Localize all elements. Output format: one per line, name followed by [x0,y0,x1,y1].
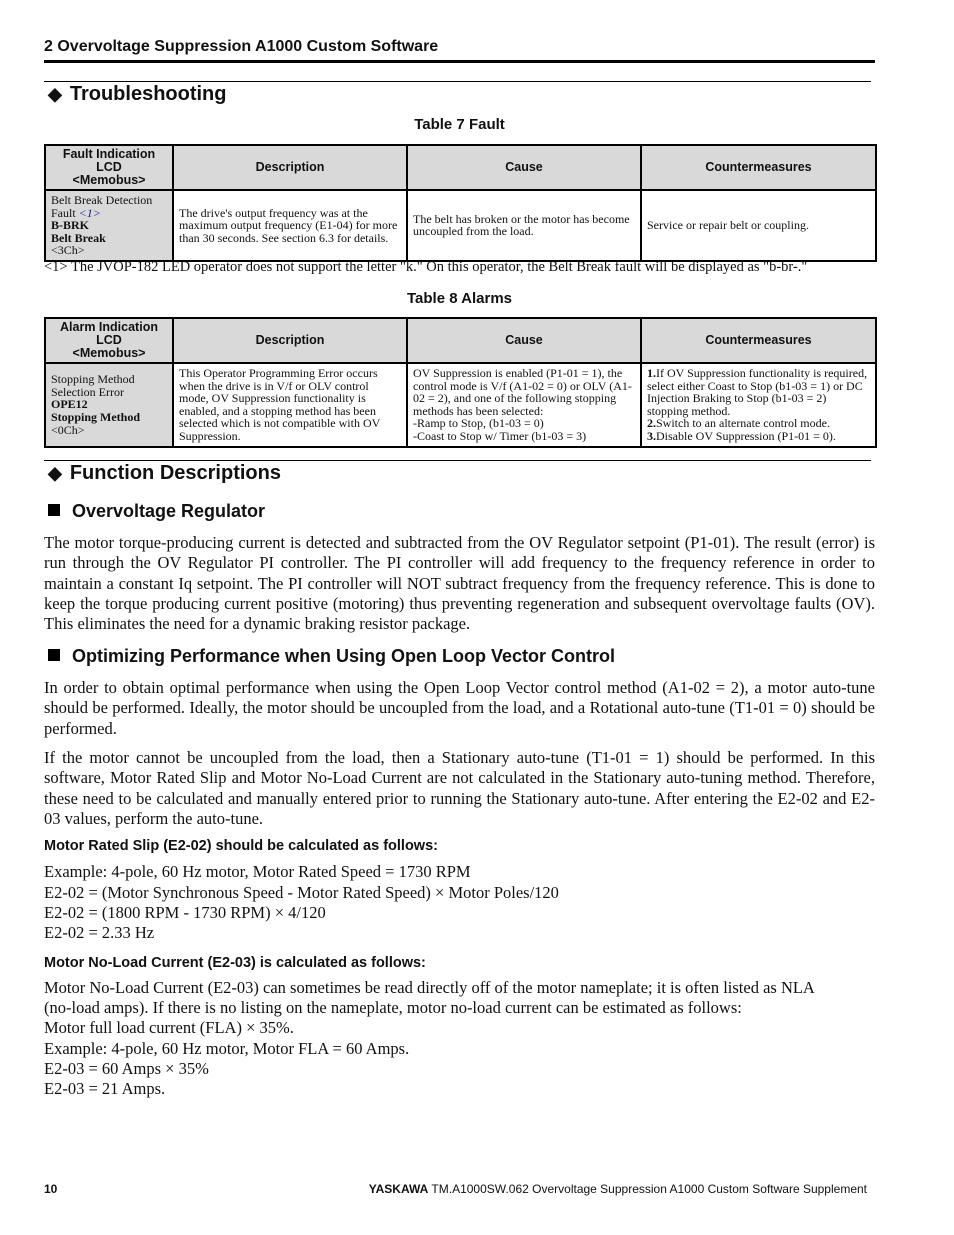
noload-line: Example: 4-pole, 60 Hz motor, Motor FLA = 60 Amps. [44,1039,410,1058]
header-rule [44,60,875,63]
noload-line: E2-03 = 60 Amps × 35% [44,1059,209,1078]
alarm-table [44,317,877,448]
fault-table-header-row [45,145,876,190]
noload-line: (no-load amps). If there is no listing on the nameplate, motor no-load current can be estimated as follows: [44,998,742,1017]
alarm-indication-cell: Stopping Method Selection Error OPE12 Stopping Method <0Ch> [45,363,173,447]
alarm-table-caption: Table 8 Alarms [406,290,513,307]
section-heading-troubleshooting: ◆ Troubleshooting [48,83,227,105]
section-rule [44,460,871,461]
countermeasures-header: Countermeasures [641,145,876,190]
diamond-bullet-icon: ◆ [48,84,62,104]
slip-line: E2-02 = 2.33 Hz [44,923,155,942]
fault-table [44,144,877,262]
fault-indication-header: Fault Indication LCD <Memobus> [45,145,173,190]
slip-line: E2-02 = (Motor Synchronous Speed - Motor Rated Speed) × Motor Poles/120 [44,883,559,902]
cause-header: Cause [407,145,641,190]
description-header: Description [173,145,407,190]
noload-line: Motor full load current (FLA) × 35%. [44,1018,294,1037]
alarm-table-header-row [45,318,876,363]
fault-cause-cell: The belt has broken or the motor has become uncoupled from the load. [407,190,641,261]
cause-header: Cause [407,318,641,363]
ov-regulator-paragraph: The motor torque-producing current is detected and subtracted from the OV Regulator setpoint (P1-01). The result (error) is run through the OV Regulator PI controller. The PI controller will add frequency to the frequency reference in order to maintain a constant Iq setpoint. The PI controller will NOT subtract frequency from the frequency reference. This is done to keep the torque producing current positive (motoring) thus preventing regeneration and subsequent overvoltage faults (OV). This eliminates the need for a dynamic braking resistor package. [44,533,875,634]
footnote-link[interactable]: <1> [78,205,101,220]
alarm-cause-cell: OV Suppression is enabled (P1-01 = 1), the control mode is V/f (A1-02 = 0) or OLV (A1-02 = 2), and one of the following stopping methods has been selected: -Ramp to Stop, (b1-03 = 0) -Coast to Stop w/ Timer (b1-03 = 3) [407,363,641,447]
section-heading-function-descriptions: ◆ Function Descriptions [48,462,281,484]
olv-paragraph-1: In order to obtain optimal performance when using the Open Loop Vector control method (A1-02 = 2), a motor auto-tune should be performed. Ideally, the motor should be uncoupled from the load, and a Rotational auto-tune (T1-01 = 0) should be performed. [44,678,875,738]
countermeasures-header: Countermeasures [641,318,876,363]
noload-heading: Motor No-Load Current (E2-03) is calculated as follows: [44,955,426,971]
noload-line: Motor No-Load Current (E2-03) can sometimes be read directly off of the motor nameplate; it is often listed as NLA [44,978,815,997]
description-header: Description [173,318,407,363]
table-row [45,363,876,447]
footer-title: YASKAWA TM.A1000SW.062 Overvoltage Suppression A1000 Custom Software Supplement [368,1182,867,1196]
page-number: 10 [44,1182,58,1196]
alarm-indication-header: Alarm Indication LCD <Memobus> [45,318,173,363]
brand-name: YASKAWA [368,1182,429,1196]
subheading-overvoltage-regulator: Overvoltage Regulator [48,501,265,522]
square-bullet-icon [48,504,60,516]
fault-indication-cell: Belt Break Detection Fault <1> B-BRK Belt Break <3Ch> [45,190,173,261]
square-bullet-icon [48,649,60,661]
slip-heading: Motor Rated Slip (E2-02) should be calculated as follows: [44,838,438,854]
section-rule [44,81,871,82]
fault-table-footnote: <1> The JVOP-182 LED operator does not support the letter "k." On this operator, the Belt Break fault will be displayed as "b-br-." [44,259,808,275]
diamond-bullet-icon: ◆ [48,463,62,483]
fault-description-cell: The drive's output frequency was at the maximum output frequency (E1-04) for more than 30 seconds. See section 6.3 for details. [173,190,407,261]
slip-line: E2-02 = (1800 RPM - 1730 RPM) × 4/120 [44,903,326,922]
noload-line: E2-03 = 21 Amps. [44,1079,166,1098]
olv-paragraph-2: If the motor cannot be uncoupled from the load, then a Stationary auto-tune (T1-01 = 1) should be performed. In this software, Motor Rated Slip and Motor No-Load Current are not calculated in the Stationary auto-tuning method. Therefore, these need to be calculated and manually entered prior to running the Stationary auto-tune. After entering the E2-02 and E2-03 values, perform the auto-tune. [44,748,875,828]
slip-line: Example: 4-pole, 60 Hz motor, Motor Rated Speed = 1730 RPM [44,862,471,881]
alarm-description-cell: This Operator Programming Error occurs when the drive is in V/f or OLV control mode, OV Suppression functionality is enabled, and a stopping method has been selected which is not compatible with OV Suppression. [173,363,407,447]
running-head: 2 Overvoltage Suppression A1000 Custom Software [44,38,439,55]
alarm-countermeasures-cell: 1.If OV Suppression functionality is required, select either Coast to Stop (b1-03 = 1) or DC Injection Braking to Stop (b1-03 = 2) stopping method. 2.Switch to an alternate control mode. 3.Disable OV Suppression (P1-01 = 0). [641,363,876,447]
table-row [45,190,876,261]
fault-table-caption: Table 7 Fault [414,116,505,133]
fault-countermeasures-cell: Service or repair belt or coupling. [641,190,876,261]
subheading-olv: Optimizing Performance when Using Open Loop Vector Control [48,646,615,667]
